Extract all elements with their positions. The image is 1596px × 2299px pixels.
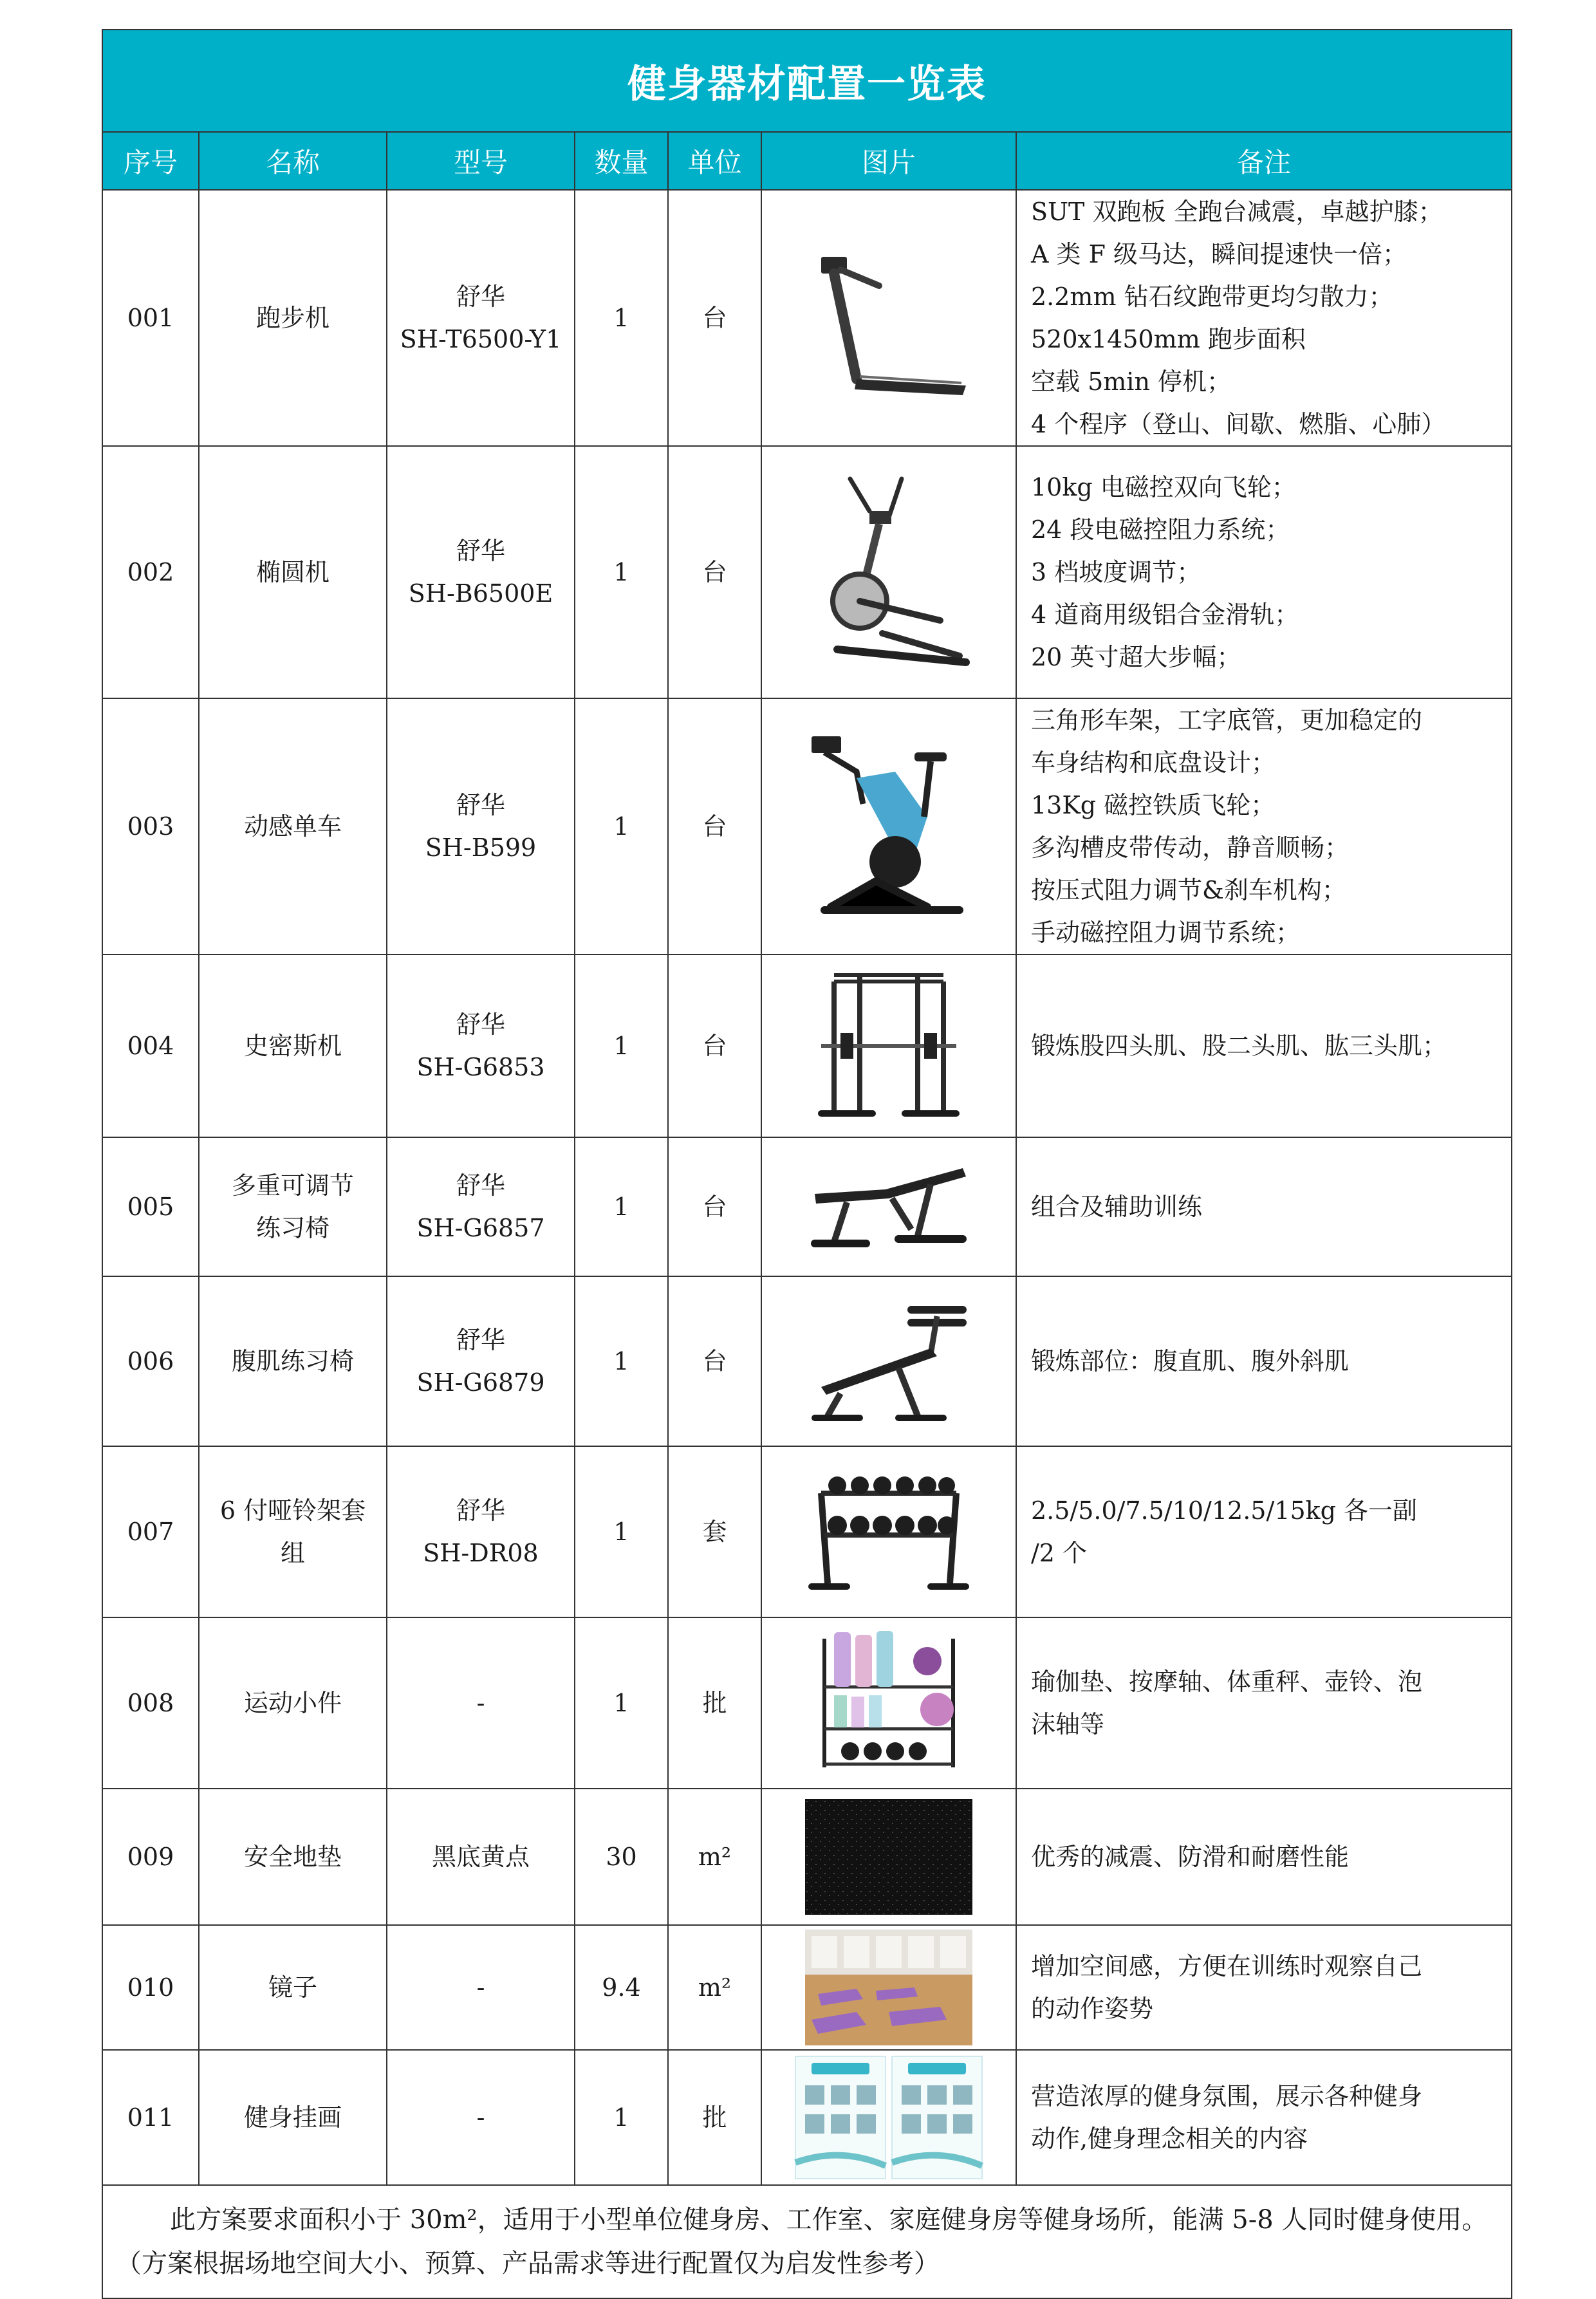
item-model-line: - bbox=[476, 1973, 485, 2002]
ab-bench-icon bbox=[762, 1297, 1016, 1426]
item-quantity: 1 bbox=[575, 1137, 668, 1276]
item-image bbox=[761, 1925, 1016, 2050]
item-name-line: 动感单车 bbox=[243, 812, 342, 841]
table-row bbox=[102, 1276, 1512, 1446]
item-name bbox=[199, 1137, 387, 1276]
item-notes bbox=[1016, 1617, 1512, 1789]
smith-machine-icon bbox=[762, 969, 1016, 1123]
item-unit: 台 bbox=[668, 190, 761, 446]
item-notes-line: 营造浓厚的健身氛围，展示各种健身 bbox=[1031, 2082, 1423, 2110]
table-row bbox=[102, 698, 1512, 954]
item-image bbox=[761, 698, 1016, 954]
item-model bbox=[387, 698, 575, 954]
row-number: 003 bbox=[102, 698, 199, 954]
item-notes-line: A 类 F 级马达，瞬间提速快一倍； bbox=[1031, 240, 1407, 268]
header-no: 序号 bbox=[102, 132, 199, 190]
item-name bbox=[199, 446, 387, 698]
footer-row bbox=[102, 2185, 1512, 2298]
item-notes-line: 瑜伽垫、按摩轴、体重秤、壶铃、泡 bbox=[1031, 1668, 1423, 1696]
item-notes-line: 24 段电磁控阻力系统； bbox=[1031, 516, 1290, 544]
row-number: 001 bbox=[102, 190, 199, 446]
item-notes bbox=[1016, 1276, 1512, 1446]
table-row bbox=[102, 1617, 1512, 1789]
item-name bbox=[199, 2050, 387, 2185]
fitness-poster-icon bbox=[762, 2053, 1016, 2182]
item-notes bbox=[1016, 446, 1512, 698]
header-qty: 数量 bbox=[575, 132, 668, 190]
equipment-table bbox=[102, 29, 1512, 2299]
item-name-line: 跑步机 bbox=[255, 304, 329, 332]
item-image bbox=[761, 1789, 1016, 1925]
item-notes-line: 2.2mm 钻石纹跑带更均匀散力； bbox=[1031, 283, 1393, 311]
item-notes bbox=[1016, 954, 1512, 1137]
item-name-line: 腹肌练习椅 bbox=[231, 1347, 354, 1375]
item-unit: 台 bbox=[668, 1276, 761, 1446]
item-image bbox=[761, 954, 1016, 1137]
item-model-line: 黑底黄点 bbox=[431, 1843, 530, 1871]
item-unit: m² bbox=[668, 1789, 761, 1925]
item-image bbox=[761, 446, 1016, 698]
item-notes-line: 20 英寸超大步幅； bbox=[1031, 643, 1241, 671]
item-notes bbox=[1016, 1789, 1512, 1925]
item-model-line: 舒华 bbox=[456, 791, 505, 819]
item-notes bbox=[1016, 1137, 1512, 1276]
item-model-line: 舒华 bbox=[456, 537, 505, 565]
item-notes-line: 锻炼部位：腹直肌、腹外斜肌 bbox=[1031, 1347, 1350, 1375]
item-image bbox=[761, 2050, 1016, 2185]
item-unit: 台 bbox=[668, 1137, 761, 1276]
item-name-line: 6 付哑铃架套 bbox=[219, 1496, 366, 1525]
item-name-line: 安全地垫 bbox=[243, 1843, 342, 1871]
row-number: 010 bbox=[102, 1925, 199, 2050]
equipment-sheet bbox=[102, 29, 1511, 2299]
item-notes-line: 空载 5min 停机； bbox=[1031, 368, 1231, 396]
item-model-line: 舒华 bbox=[456, 1171, 505, 1200]
footer-note: 此方案要求面积小于 30m²，适用于小型单位健身房、工作室、家庭健身房等健身场所，能满 5-8 人同时健身使用。（方案根据场地空间大小、预算、产品需求等进行配置仅为启发性参考） bbox=[116, 2205, 1488, 2278]
item-model-line: SH-G6853 bbox=[416, 1053, 545, 1081]
table-row bbox=[102, 190, 1512, 446]
item-unit: 批 bbox=[668, 2050, 761, 2185]
item-notes-line: 10kg 电磁控双向飞轮； bbox=[1031, 473, 1296, 501]
item-model-line: - bbox=[476, 1689, 485, 1717]
item-model-line: SH-T6500-Y1 bbox=[400, 325, 562, 353]
item-quantity: 1 bbox=[575, 190, 668, 446]
item-quantity: 30 bbox=[575, 1789, 668, 1925]
item-quantity: 1 bbox=[575, 2050, 668, 2185]
item-model bbox=[387, 2050, 575, 2185]
item-notes bbox=[1016, 1446, 1512, 1617]
item-model-line: - bbox=[476, 2103, 485, 2132]
title-row bbox=[102, 30, 1512, 132]
item-notes-line: /2 个 bbox=[1031, 1539, 1088, 1567]
item-notes-line: 沫轴等 bbox=[1031, 1710, 1105, 1738]
item-notes bbox=[1016, 698, 1512, 954]
treadmill-icon bbox=[762, 225, 1016, 411]
item-name-line: 镜子 bbox=[268, 1973, 317, 2002]
item-quantity: 1 bbox=[575, 1276, 668, 1446]
item-quantity: 9.4 bbox=[575, 1925, 668, 2050]
item-model-line: 舒华 bbox=[456, 283, 505, 311]
item-notes-line: 增加空间感，方便在训练时观察自己 bbox=[1031, 1952, 1423, 1980]
table-row bbox=[102, 1925, 1512, 2050]
item-quantity: 1 bbox=[575, 954, 668, 1137]
item-notes-line: 4 个程序（登山、间歇、燃脂、心肺） bbox=[1031, 410, 1446, 438]
item-image bbox=[761, 1137, 1016, 1276]
accessory-rack-icon bbox=[762, 1626, 1016, 1780]
item-notes-line: 3 档坡度调节； bbox=[1031, 558, 1202, 586]
item-name-line: 史密斯机 bbox=[243, 1032, 342, 1060]
item-name bbox=[199, 1617, 387, 1789]
item-notes-line: 动作,健身理念相关的内容 bbox=[1031, 2125, 1308, 2153]
item-model-line: SH-B6500E bbox=[408, 579, 553, 608]
item-name bbox=[199, 698, 387, 954]
item-model bbox=[387, 1276, 575, 1446]
item-notes bbox=[1016, 2050, 1512, 2185]
table-row bbox=[102, 446, 1512, 698]
item-model bbox=[387, 190, 575, 446]
item-model-line: 舒华 bbox=[456, 1326, 505, 1354]
row-number: 007 bbox=[102, 1446, 199, 1617]
item-unit: 台 bbox=[668, 698, 761, 954]
item-notes-line: 按压式阻力调节&刹车机构； bbox=[1031, 876, 1346, 904]
item-image bbox=[761, 1276, 1016, 1446]
header-model: 型号 bbox=[387, 132, 575, 190]
item-image bbox=[761, 1617, 1016, 1789]
dumbbell-rack-icon bbox=[762, 1467, 1016, 1596]
item-notes-line: 13Kg 磁控铁质飞轮； bbox=[1031, 791, 1276, 819]
item-notes-line: 2.5/5.0/7.5/10/12.5/15kg 各一副 bbox=[1031, 1496, 1418, 1525]
item-notes-line: 组合及辅助训练 bbox=[1031, 1193, 1203, 1221]
row-number: 004 bbox=[102, 954, 199, 1137]
item-name-line: 运动小件 bbox=[243, 1689, 342, 1717]
item-name bbox=[199, 1925, 387, 2050]
item-name-line: 椭圆机 bbox=[255, 558, 329, 586]
item-model bbox=[387, 446, 575, 698]
item-notes-line: 的动作姿势 bbox=[1031, 1995, 1154, 2023]
footer-note-cell bbox=[102, 2185, 1512, 2298]
item-name-line: 健身挂画 bbox=[243, 2103, 342, 2132]
item-model bbox=[387, 1925, 575, 2050]
item-name-line: 练习椅 bbox=[255, 1214, 329, 1242]
table-row bbox=[102, 1446, 1512, 1617]
item-quantity: 1 bbox=[575, 1446, 668, 1617]
item-notes bbox=[1016, 1925, 1512, 2050]
item-quantity: 1 bbox=[575, 698, 668, 954]
item-notes-line: 优秀的减震、防滑和耐磨性能 bbox=[1031, 1843, 1350, 1871]
table-row bbox=[102, 1137, 1512, 1276]
row-number: 008 bbox=[102, 1617, 199, 1789]
page-title: 健身器材配置一览表 bbox=[102, 30, 1512, 132]
item-name bbox=[199, 1789, 387, 1925]
item-name bbox=[199, 1276, 387, 1446]
row-number: 011 bbox=[102, 2050, 199, 2185]
table-row bbox=[102, 954, 1512, 1137]
item-notes-line: 4 道商用级铝合金滑轨； bbox=[1031, 600, 1299, 629]
item-quantity: 1 bbox=[575, 446, 668, 698]
elliptical-icon bbox=[762, 472, 1016, 672]
header-unit: 单位 bbox=[668, 132, 761, 190]
item-model-line: 舒华 bbox=[456, 1496, 505, 1525]
item-name-line: 组 bbox=[280, 1539, 305, 1567]
floor-mat-icon bbox=[762, 1799, 1016, 1915]
item-unit: m² bbox=[668, 1925, 761, 2050]
header-notes: 备注 bbox=[1016, 132, 1512, 190]
table-row bbox=[102, 2050, 1512, 2185]
item-model-line: SH-G6879 bbox=[416, 1368, 545, 1397]
header-row bbox=[102, 132, 1512, 190]
item-model-line: SH-G6857 bbox=[416, 1214, 545, 1242]
item-model bbox=[387, 954, 575, 1137]
item-model-line: SH-B599 bbox=[425, 833, 537, 862]
item-model bbox=[387, 1137, 575, 1276]
item-name bbox=[199, 190, 387, 446]
item-name bbox=[199, 1446, 387, 1617]
item-unit: 套 bbox=[668, 1446, 761, 1617]
row-number: 009 bbox=[102, 1789, 199, 1925]
item-unit: 批 bbox=[668, 1617, 761, 1789]
item-model bbox=[387, 1446, 575, 1617]
row-number: 005 bbox=[102, 1137, 199, 1276]
spin-bike-icon bbox=[762, 727, 1016, 926]
item-model-line: SH-DR08 bbox=[423, 1539, 539, 1567]
adjustable-bench-icon bbox=[762, 1159, 1016, 1255]
item-model-line: 舒华 bbox=[456, 1010, 505, 1039]
item-notes-line: 多沟槽皮带传动，静音顺畅； bbox=[1031, 833, 1350, 862]
item-name-line: 多重可调节 bbox=[231, 1171, 354, 1200]
item-image bbox=[761, 1446, 1016, 1617]
item-notes-line: 手动磁控阻力调节系统； bbox=[1031, 918, 1301, 947]
header-name: 名称 bbox=[199, 132, 387, 190]
mirror-room-icon bbox=[762, 1930, 1016, 2045]
item-notes-line: 锻炼股四头肌、股二头肌、肱三头肌； bbox=[1031, 1032, 1447, 1060]
item-name bbox=[199, 954, 387, 1137]
item-image bbox=[761, 190, 1016, 446]
header-image: 图片 bbox=[761, 132, 1016, 190]
item-notes-line: 520x1450mm 跑步面积 bbox=[1031, 325, 1306, 353]
item-unit: 台 bbox=[668, 954, 761, 1137]
item-notes-line: 三角形车架，工字底管，更加稳定的 bbox=[1031, 706, 1423, 734]
item-model bbox=[387, 1617, 575, 1789]
item-notes bbox=[1016, 190, 1512, 446]
item-unit: 台 bbox=[668, 446, 761, 698]
item-notes-line: SUT 双跑板 全跑台减震，卓越护膝； bbox=[1031, 198, 1443, 226]
row-number: 002 bbox=[102, 446, 199, 698]
item-notes-line: 车身结构和底盘设计； bbox=[1031, 749, 1276, 777]
item-model bbox=[387, 1789, 575, 1925]
item-quantity: 1 bbox=[575, 1617, 668, 1789]
row-number: 006 bbox=[102, 1276, 199, 1446]
table-row bbox=[102, 1789, 1512, 1925]
